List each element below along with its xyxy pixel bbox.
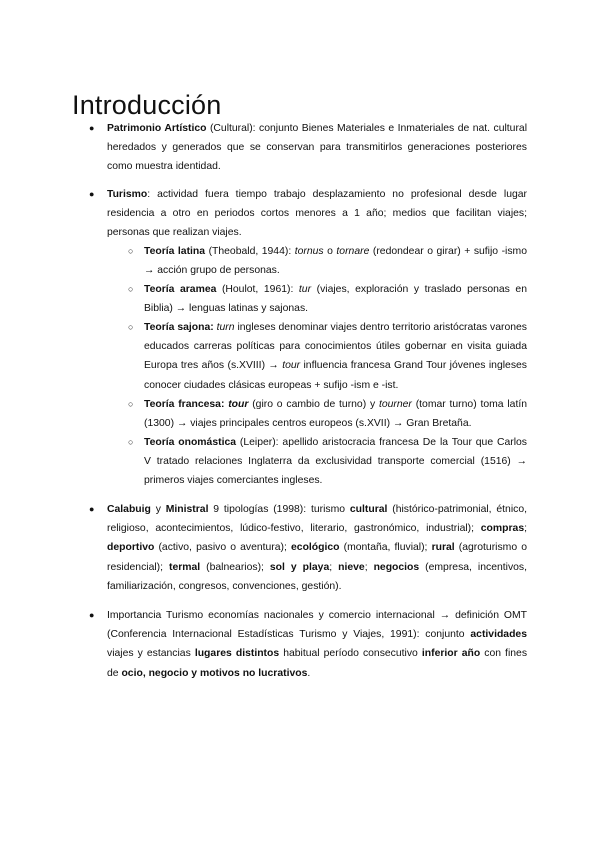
word: turn [216, 322, 235, 333]
text: (Houlot, 1961): [216, 284, 299, 295]
arrow-icon: → [176, 418, 188, 430]
page-title: Introducción [72, 90, 222, 121]
text: ingleses denominar viajes dentro territorio aristócratas varones educados carreras políticas para conocimientos útiles gobernar en visita guiada Europa tres años (s.XVIII) [144, 322, 527, 372]
text: (activo, pasivo o aventura); [154, 542, 292, 554]
term: Teoría aramea [144, 284, 217, 295]
text: ; [524, 523, 527, 535]
list-item-importancia [89, 606, 528, 683]
text: (empresa, incentivos, familiarización, congresos, convenciones, gestión). [107, 561, 528, 592]
text: acción grupo de personas. [154, 265, 280, 277]
text: influencia francesa Grand Tour jóvenes ingleses conocer ciudades clásicas europeas + sufijo -ism e -ist. [144, 360, 527, 391]
term: cultural [349, 504, 388, 515]
word: tourner [378, 399, 412, 410]
circle-bullet-icon: ○ [128, 437, 134, 447]
term: Teoría latina [144, 246, 206, 257]
arrow-icon: → [516, 456, 527, 468]
term: actividades [470, 629, 527, 641]
term: rural [431, 542, 455, 554]
bullet-icon: ● [89, 610, 95, 620]
term: Ministral [165, 504, 209, 515]
text: (Theobald, 1944): [205, 246, 295, 257]
term: Teoría onomástica [144, 437, 237, 448]
text: definición OMT (Conferencia Internacional Estadísticas Turismo y Viajes, 1991): conjunto [107, 610, 528, 641]
term: Patrimonio Artístico [107, 123, 207, 134]
text: (histórico-patrimonial, étnico, religioso, acontecimientos, lúdico-festivo, literario, gastronómico, industrial); [107, 504, 527, 535]
list-item-turismo [89, 185, 527, 243]
text: primeros viajes comerciantes ingleses. [144, 475, 323, 487]
circle-bullet-icon: ○ [128, 399, 134, 409]
text: (agroturismo o residencial); [107, 542, 528, 573]
bullet-icon: ● [89, 189, 95, 199]
word: tornus [294, 246, 324, 257]
text: ; [364, 561, 374, 573]
text: viajes y estancias [107, 648, 195, 660]
text: con fines de [107, 648, 528, 679]
word: tour [282, 360, 301, 372]
sub-item-teoria-aramea [128, 280, 527, 318]
text: Gran Bretaña. [403, 418, 472, 430]
list-item-patrimonio [89, 119, 527, 177]
text: 9 tipologías (1998): turismo [208, 504, 350, 515]
sub-item-teoria-sajona [128, 318, 527, 395]
circle-bullet-icon: ○ [128, 322, 134, 332]
bullet-icon: ● [89, 123, 95, 133]
text: (montaña, fluvial); [339, 542, 432, 554]
text: lenguas latinas y sajonas. [186, 303, 309, 315]
term: Teoría sajona: [144, 322, 214, 333]
text: (Cultural): conjunto Bienes Materiales e Inmateriales de nat. cultural heredados y generados que se conservan para transmitirlos generaciones posteriores como muestra identidad. [107, 123, 527, 173]
arrow-icon: → [439, 610, 451, 621]
term: ecológico [291, 542, 340, 554]
word: tur [298, 284, 312, 295]
word: tour [228, 399, 249, 410]
term: sol y playa [269, 561, 330, 573]
text: viajes principales centros europeos (s.XVII) [187, 418, 393, 430]
sub-item-teoria-onomastica [128, 433, 527, 491]
term: compras [480, 523, 525, 535]
term: nieve [338, 561, 365, 573]
circle-bullet-icon: ○ [128, 284, 134, 294]
text: : actividad fuera tiempo trabajo desplazamiento no profesional desde lugar residencia a otro en periodos cortos menores a 1 año; medios que facilitan viajes; personas que realizan viajes. [107, 189, 527, 239]
term: inferior año [421, 648, 481, 660]
term: ocio, negocio y motivos no lucrativos [121, 667, 308, 679]
text: . [307, 667, 311, 679]
sub-item-teoria-francesa [128, 395, 527, 433]
list-item-tipologias [89, 500, 528, 596]
term: Calabuig [107, 504, 151, 515]
circle-bullet-icon: ○ [128, 246, 134, 256]
text: y [150, 504, 166, 515]
term: Turismo [107, 189, 148, 200]
text: Importancia Turismo economías nacionales y comercio internacional [107, 610, 440, 621]
term: lugares distintos [194, 648, 280, 660]
term: deportivo [107, 542, 155, 554]
arrow-icon: → [144, 265, 155, 277]
text: o [323, 246, 337, 257]
text: (viajes, exploración y traslado personas en Biblia) [144, 284, 527, 315]
text: habitual período consecutivo [279, 648, 422, 660]
text: (giro o cambio de turno) y [248, 399, 379, 410]
text: (balnearios); [200, 561, 270, 573]
text: (tomar turno) toma latín (1300) [144, 399, 527, 430]
text: (Leiper): apellido aristocracia francesa De la Tour que Carlos V tratado relaciones Inglaterra da exclusividad transporte comercial (1516) [144, 437, 527, 468]
bullet-icon: ● [89, 504, 95, 514]
text: (redondear o girar) + sufijo -ismo [369, 246, 527, 257]
term: Teoría francesa: [144, 399, 225, 410]
word: tornare [336, 246, 370, 257]
arrow-icon: → [175, 303, 187, 315]
term: negocios [373, 561, 420, 573]
arrow-icon: → [392, 418, 404, 430]
text: ; [329, 561, 339, 573]
arrow-icon: → [268, 360, 279, 372]
sub-item-teoria-latina [128, 242, 527, 280]
term: termal [169, 561, 201, 573]
